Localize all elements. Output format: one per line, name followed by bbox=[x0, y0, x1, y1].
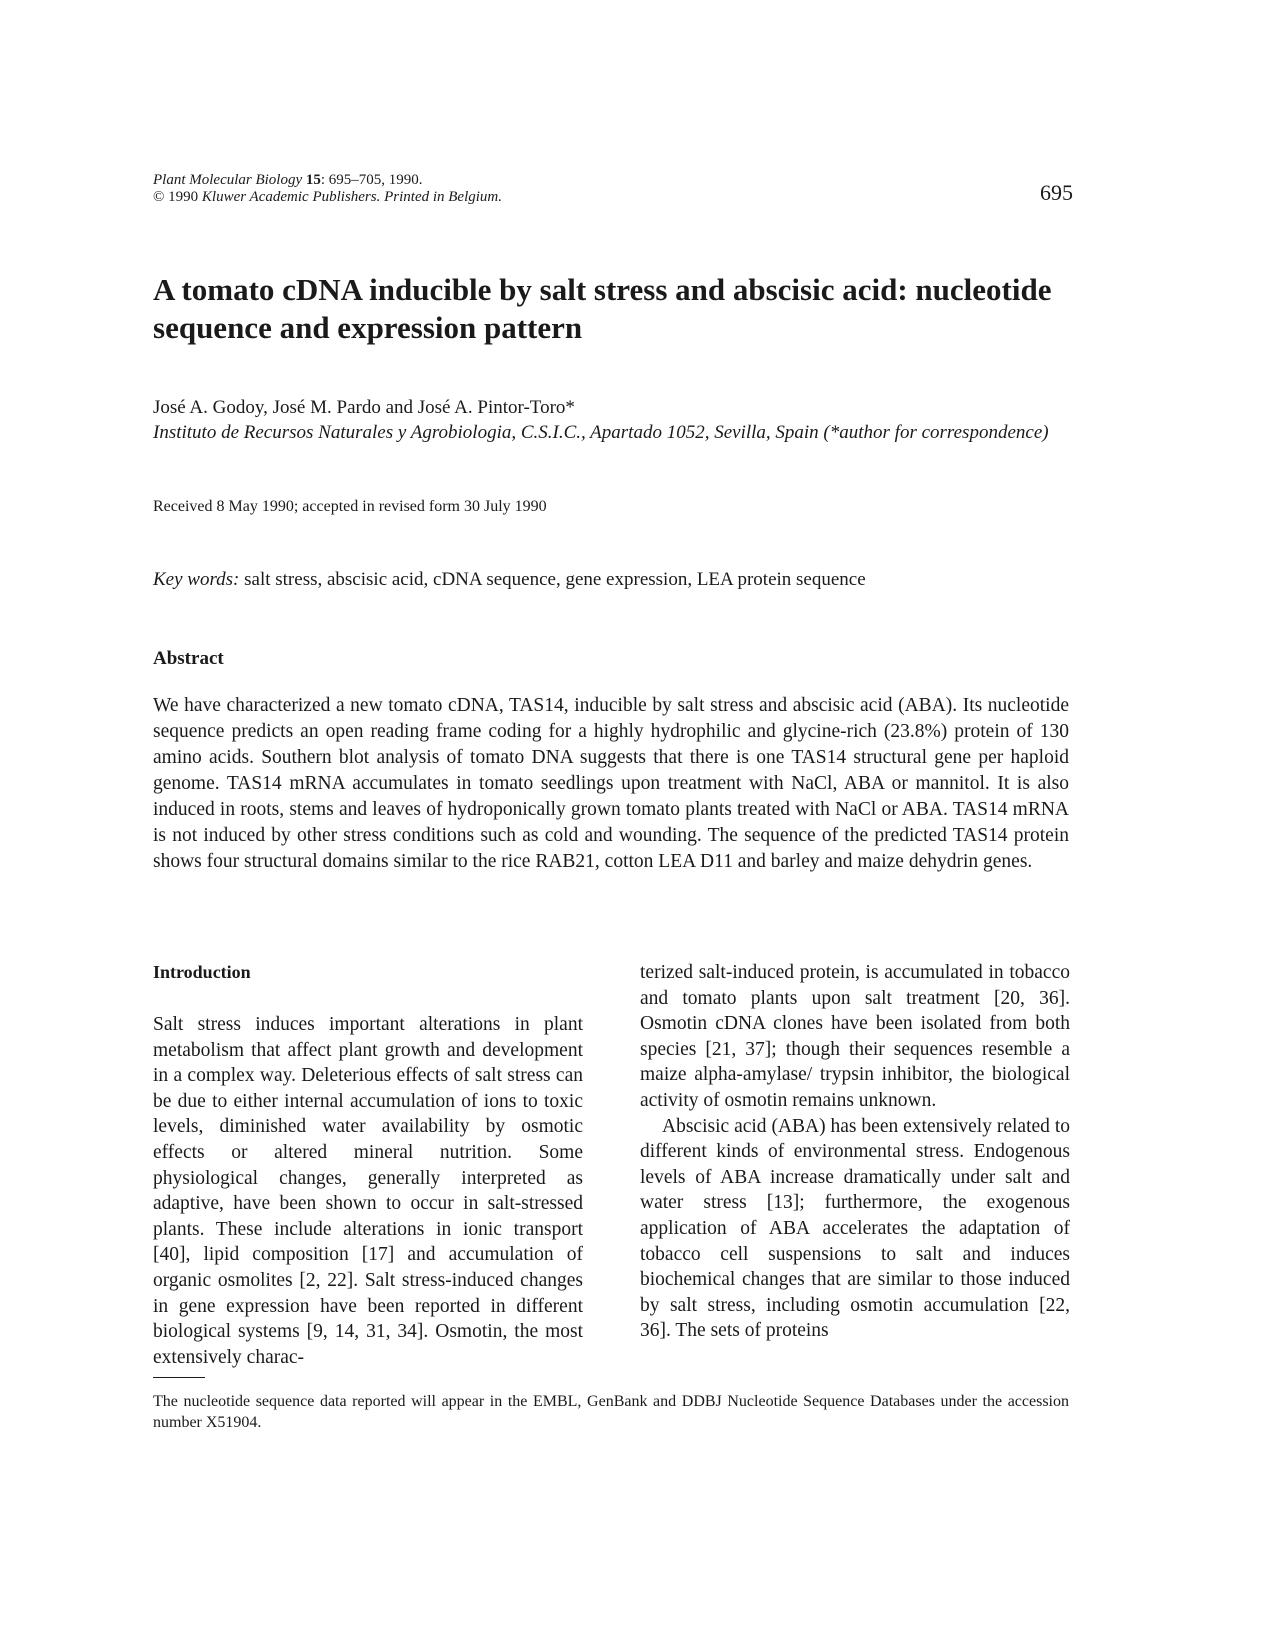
keywords-label: Key words: bbox=[153, 569, 240, 590]
journal-name: Plant Molecular Biology bbox=[153, 172, 303, 188]
keywords-text: salt stress, abscisic acid, cDNA sequence, gene expression, LEA protein sequence bbox=[239, 569, 866, 590]
introduction-paragraph-1-continued: terized salt-induced protein, is accumulated in tobacco and tomato plants upon salt treatment [20, 36]. Osmotin cDNA clones have been isolated from both species [21, 37]; though their sequences resemble a maize alpha-amylase/ trypsin inhibitor, the biological activity of osmotin remains unknown. bbox=[640, 962, 1070, 1111]
introduction-paragraph-1: Salt stress induces important alterations in plant metabolism that affect plant growth and development in a complex way. Deleterious effects of salt stress can be due to either internal accumulation of ions to toxic levels, diminished water availability by osmotic effects or altered mineral nutrition. Some physiological changes, generally interpreted as adaptive, have been shown to occur in salt-stressed plants. These include alterations in ionic transport [40], lipid composition [17] and accumulation of organic osmolites [2, 22]. Salt stress-induced changes in gene expression have been reported in different biological systems [9, 14, 31, 34]. Osmotin, the most extensively charac- bbox=[153, 1014, 583, 1368]
footnote: The nucleotide sequence data reported will appear in the EMBL, GenBank and DDBJ Nucleotide Sequence Databases under the accession number X51904. bbox=[153, 1393, 1069, 1431]
copyright-year: 1990 bbox=[164, 189, 199, 205]
author-list: José A. Godoy, José M. Pardo and José A. Pintor-Toro* bbox=[153, 397, 575, 418]
introduction-heading: Introduction bbox=[153, 962, 251, 982]
abstract-heading: Abstract bbox=[153, 648, 224, 669]
journal-citation-line-2 bbox=[153, 189, 502, 206]
footnote-divider bbox=[153, 1377, 205, 1378]
publisher-line: Kluwer Academic Publishers. Printed in Belgium. bbox=[198, 189, 503, 205]
page-number: 695 bbox=[1040, 180, 1073, 205]
introduction-paragraph-2: Abscisic acid (ABA) has been extensively related to different kinds of environmental stress. Endogenous levels of ABA increase dramatically under salt and water stress [13]; furthermore, the exogenous application of ABA accelerates the adaptation of tobacco cell suspensions to salt and induces biochemical changes that are similar to those induced by salt stress, including osmotin accumulation [22, 36]. The sets of proteins bbox=[640, 1115, 1070, 1342]
paper-title: A tomato cDNA inducible by salt stress and abscisic acid: nucleotide sequence and expression pattern bbox=[153, 272, 1052, 345]
copyright-symbol: © bbox=[153, 189, 165, 205]
author-affiliation: Instituto de Recursos Naturales y Agrobiologia, C.S.I.C., Apartado 1052, Sevilla, Spain (*author for correspondence) bbox=[153, 422, 1049, 443]
journal-pages-year: : 695–705, 1990. bbox=[320, 172, 423, 188]
received-dates: Received 8 May 1990; accepted in revised form 30 July 1990 bbox=[153, 498, 547, 515]
journal-volume: 15 bbox=[305, 172, 321, 188]
journal-citation-line-1 bbox=[153, 172, 502, 189]
introduction-right-column bbox=[640, 960, 1070, 1344]
introduction-left-column bbox=[153, 1012, 583, 1370]
keywords bbox=[153, 568, 866, 592]
abstract-text: We have characterized a new tomato cDNA, TAS14, inducible by salt stress and abscisic acid (ABA). Its nucleotide sequence predicts an open reading frame coding for a highly hydrophilic and glycine-rich (23.8%) protein of 130 amino acids. Southern blot analysis of tomato DNA suggests that there is one TAS14 structural gene per haploid genome. TAS14 mRNA accumulates in tomato seedlings upon treatment with NaCl, ABA or mannitol. It is also induced in roots, stems and leaves of hydroponically grown tomato plants treated with NaCl or ABA. TAS14 mRNA is not induced by other stress conditions such as cold and wounding. The sequence of the predicted TAS14 protein shows four structural domains similar to the rice RAB21, cotton LEA D11 and barley and maize dehydrin genes. bbox=[153, 695, 1069, 872]
journal-citation bbox=[153, 172, 502, 206]
